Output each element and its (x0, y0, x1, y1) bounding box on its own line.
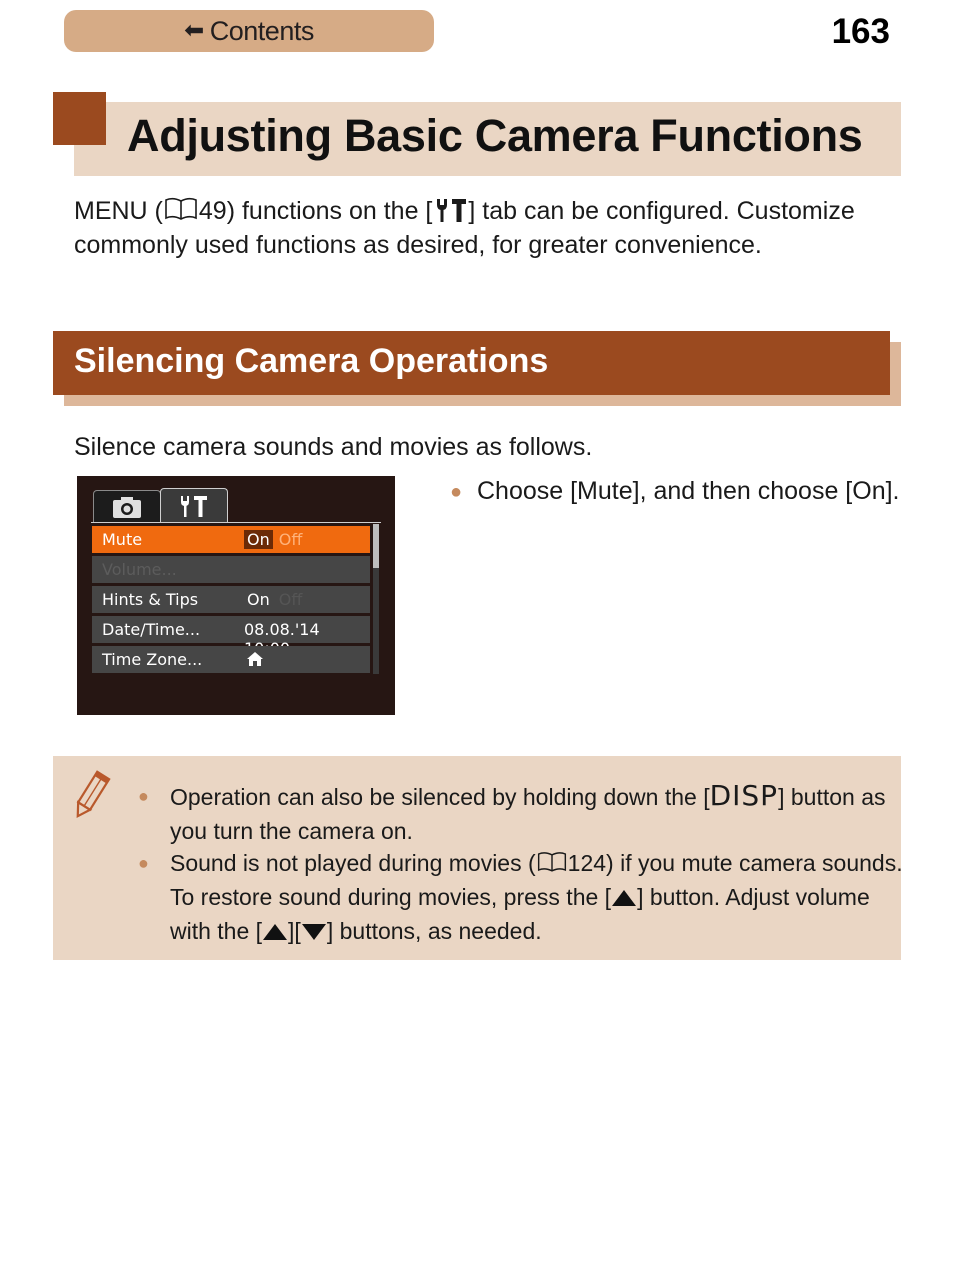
back-arrow-icon: ⬅ (184, 16, 204, 44)
intro-text-2: ) functions on the [ (226, 197, 433, 225)
option-off: Off (278, 530, 303, 549)
up-arrow-icon (611, 889, 637, 907)
down-arrow-icon (301, 923, 327, 941)
scrollbar-thumb (373, 524, 379, 568)
book-icon (536, 850, 568, 874)
tools-tab (160, 488, 228, 523)
intro-text-3: ] tab can be configured. Customize commonly used functions as desired, for greater convenience. (74, 197, 855, 259)
bullet-dot-icon: ● (450, 481, 463, 503)
note-text: ] button as you turn the camera on. (170, 784, 886, 844)
home-icon (246, 651, 264, 667)
menu-row-date-time (92, 616, 370, 643)
page-title: Adjusting Basic Camera Functions (127, 110, 863, 161)
note-text: ] buttons, as needed. (326, 918, 542, 944)
note-page-ref[interactable]: 124 (567, 850, 607, 876)
title-accent-square (53, 92, 106, 145)
camera-menu-screenshot (77, 476, 395, 715)
intro-page-ref[interactable]: 49 (198, 197, 227, 225)
menu-row-mute (92, 526, 370, 553)
up-arrow-icon (262, 923, 288, 941)
option-on: On (247, 590, 270, 609)
note-item (138, 846, 910, 948)
note-text: Operation can also be silenced by holding down the [ (170, 784, 710, 810)
step-text: Choose [Mute], and then choose [On]. (477, 477, 900, 505)
option-on: On (244, 530, 273, 549)
step-bullet (450, 474, 927, 508)
menu-row-label: Volume... (102, 560, 177, 579)
tools-icon (161, 489, 227, 523)
menu-row-label: Date/Time... (102, 620, 201, 639)
note-text: ) if you mute camera sounds. To restore sound during movies, press the [ (170, 850, 903, 910)
tools-tab-icon (432, 196, 468, 224)
menu-row-volume (92, 556, 370, 583)
bullet-dot-icon: ● (138, 786, 149, 806)
option-off: Off (278, 590, 303, 609)
mute-toggle (244, 530, 302, 549)
camera-icon (94, 491, 160, 523)
menu-row-label: Hints & Tips (102, 590, 199, 609)
note-text: ] button. Adjust volume with the [ (170, 884, 870, 944)
menu-row-label: Time Zone... (102, 650, 203, 669)
menu-row-hints-tips (92, 586, 370, 613)
contents-label: Contents (209, 15, 314, 46)
bullet-dot-icon: ● (138, 853, 149, 873)
menu-scrollbar (373, 524, 379, 674)
camera-tab (93, 490, 161, 523)
disp-button-icon: DISP (709, 779, 779, 812)
menu-row-label: Mute (102, 530, 143, 549)
note-text: ][ (288, 918, 301, 944)
pencil-icon (70, 768, 112, 822)
note-text: Sound is not played during movies ( (170, 850, 536, 876)
note-item (138, 779, 910, 848)
intro-paragraph (74, 194, 874, 262)
page-number: 163 (831, 12, 890, 51)
hints-toggle (244, 590, 302, 609)
date-time-value: 08.08.'14 (244, 620, 320, 639)
book-icon (163, 196, 199, 222)
section-description: Silence camera sounds and movies as follows. (74, 433, 593, 461)
menu-row-time-zone (92, 646, 370, 673)
contents-button[interactable] (64, 10, 434, 52)
intro-text-1: MENU ( (74, 197, 163, 225)
section-title: Silencing Camera Operations (74, 342, 549, 380)
